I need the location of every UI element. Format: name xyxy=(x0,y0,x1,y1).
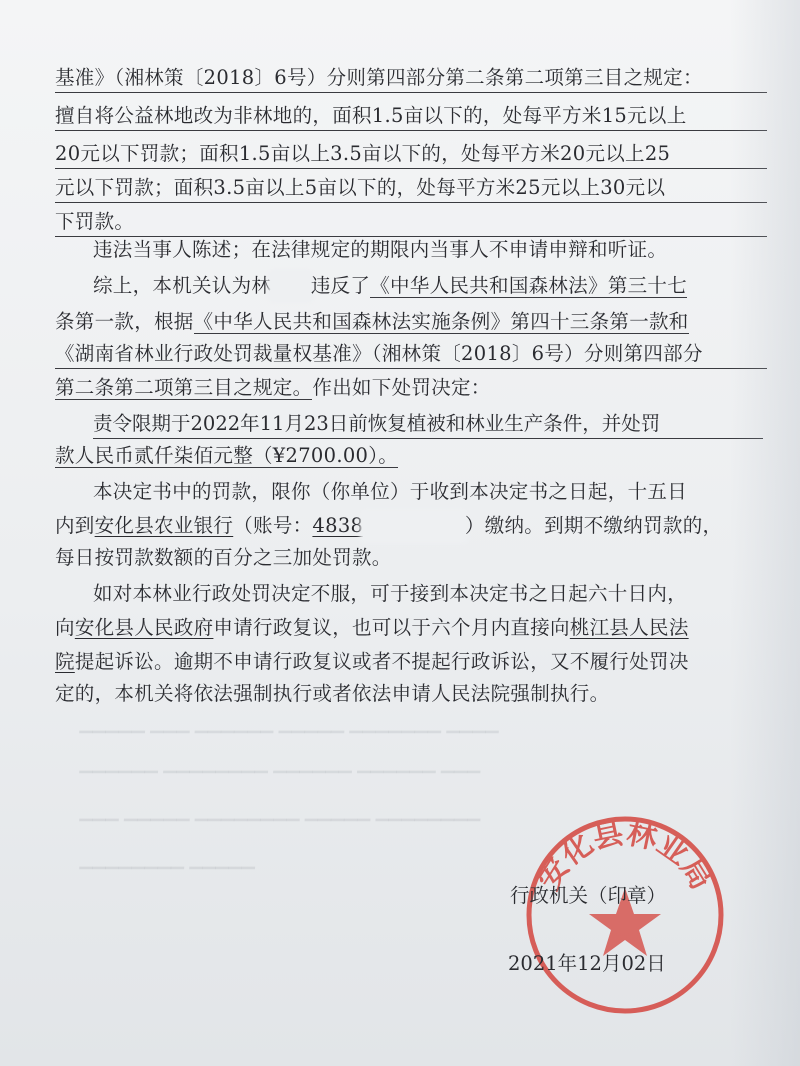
conclusion-text: 条第一款，根据 xyxy=(55,310,194,333)
appeal-line-2 xyxy=(55,614,767,642)
appeal-line-1: 如对本林业行政处罚决定不服，可于接到本决定书之日起六十日内， xyxy=(93,582,688,605)
law-reference: 第二条第二项第三目之规定。 xyxy=(55,376,313,399)
appeal-line-4: 定的，本机关将依法强制执行或者依法申请人民法院强制执行。 xyxy=(55,682,610,705)
text-line: 擅自将公益林地改为非林地的，面积1.5亩以下的，处每平方米15元以上 xyxy=(55,102,767,131)
conclusion-mid: 违反了 xyxy=(310,274,371,297)
payment-line-1: 本决定书中的罚款，限你（你单位）于收到本决定书之日起，十五日 xyxy=(93,480,688,503)
conclusion-line-1 xyxy=(93,272,763,300)
conclusion-line-2 xyxy=(55,308,767,336)
court-name: 桃江县人民法 xyxy=(569,616,689,639)
penalty-amount: 款人民币贰仟柒佰元整（¥2700.00）。 xyxy=(55,444,399,467)
account-number: 4838 xyxy=(312,514,364,537)
bleed-through-1: ▁▁▁▁▁ ▁▁▁ ▁▁▁▁▁▁ ▁▁▁▁▁ ▁▁▁▁▁▁▁ ▁▁▁▁ xyxy=(79,714,500,734)
account-label: （账号： xyxy=(233,514,313,537)
conclusion-prefix: 综上，本机关认为林 xyxy=(93,274,272,297)
payment-line-2 xyxy=(55,512,767,540)
law-reference: 《中华人民共和国森林法》第三十七 xyxy=(370,274,688,297)
payment-text: ）缴纳。到期不缴纳罚款的， xyxy=(464,514,723,537)
official-seal-icon xyxy=(520,810,730,1020)
penalty-line-1: 责令限期于2022年11月23日前恢复植被和林业生产条件，并处罚 xyxy=(93,410,763,439)
bleed-through-4: ▁▁▁▁▁▁▁▁ ▁▁▁▁▁ xyxy=(79,850,257,870)
appeal-line-3 xyxy=(55,648,767,676)
bleed-through-2: ▁▁▁▁▁▁ ▁▁▁▁▁▁▁▁ ▁▁▁▁▁▁ ▁▁▁▁▁▁ ▁▁▁ xyxy=(79,754,482,774)
conclusion-text: 作出如下处罚决定： xyxy=(312,376,491,399)
text-line: 下罚款。 xyxy=(55,208,767,237)
text-line: 基准》（湘林策〔2018〕6号）分则第四部分第二条第二项第三目之规定： xyxy=(55,64,767,93)
penalty-line-2 xyxy=(55,442,767,470)
bank-name: 安化县农业银行 xyxy=(94,514,234,537)
payment-line-3: 每日按罚款数额的百分之三加处罚款。 xyxy=(55,546,392,569)
text-line: 元以下罚款；面积3.5亩以上5亩以下的，处每平方米25元以上30元以 xyxy=(55,174,767,203)
bleed-through-3: ▁▁▁ ▁▁▁▁▁ ▁▁▁▁▁▁▁▁ ▁▁▁▁▁ ▁▁▁▁▁▁▁▁ xyxy=(79,802,482,822)
document-date: 2021年12月02日 xyxy=(508,952,666,975)
payment-text: 内到 xyxy=(55,514,95,537)
statement-line: 违法当事人陈述；在法律规定的期限内当事人不申请申辩和听证。 xyxy=(93,238,668,261)
court-name: 院 xyxy=(55,650,75,673)
redacted-name xyxy=(271,272,311,300)
conclusion-line-4 xyxy=(55,374,767,402)
government-name: 安化县人民政府 xyxy=(74,616,214,639)
appeal-text: 提起诉讼。逾期不申请行政复议或者不提起行政诉讼，又不履行处罚决 xyxy=(74,650,689,673)
redacted-account xyxy=(363,512,465,540)
text-line: 20元以下罚款；面积1.5亩以上3.5亩以下的，处每平方米20元以上25 xyxy=(55,140,767,169)
authority-label: 行政机关（印章） xyxy=(510,884,667,907)
appeal-text: 申请行政复议，也可以于六个月内直接向 xyxy=(213,616,570,639)
law-reference: 《中华人民共和国森林法实施条例》第四十三条第一款和 xyxy=(193,310,689,333)
seal-text: 安化县林业局 xyxy=(531,815,719,896)
conclusion-line-3: 《湖南省林业行政处罚裁量权基准》（湘林策〔2018〕6号）分则第四部分 xyxy=(55,340,767,369)
appeal-text: 向 xyxy=(55,616,75,639)
